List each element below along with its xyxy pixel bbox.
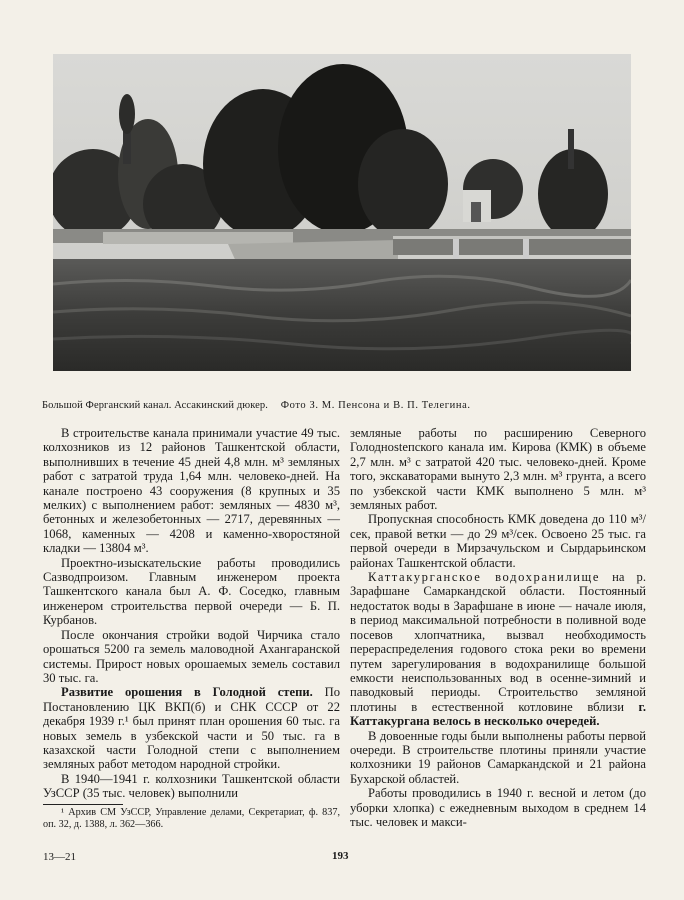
- paragraph-text: По Постановлению ЦК ВКП(б) и СНК СССР от 22 декабря 1939 г.¹ был принят план орошения 60 тыс. га новых земель в узбекской части и 50 тыс. га в казахской части Голодной степи с выполнением земляных работ методом народной стройки.: [43, 685, 340, 772]
- footnote: ¹ Архив СМ УзССР, Управление делами, Секретариат, ф. 837, оп. 32, д. 1388, л. 362—366.: [43, 806, 340, 830]
- caption-title: Большой Ферганский канал. Ассакинский дюкер.: [42, 400, 268, 411]
- paragraph: [350, 570, 646, 728]
- section-heading: Каттакурганское водохранилище: [368, 570, 601, 585]
- paragraph: В строительстве канала принимали участие 49 тыс. колхозников из 12 районов Ташкентской области, выполнивших в течение 45 дней 4,8 млн. м³ земляных работ с затратой труда 1,64 млн. человеко-дней. На канале построено 43 сооружения (8 крупных и 35 мелких) с выполнением работ: земляных — 4830 м³, бетонных и железобетонных — 2717, деревянных — 1068, каменных — 4208 и каменно-хворостяной кладки — 13804 м³.: [43, 426, 340, 556]
- caption-credit: Фото З. М. Пенсона и В. П. Телегина.: [280, 400, 471, 411]
- paragraph: После окончания стройки водой Чирчика стало орошаться 5200 га земель маловодной Ахангаранской системы. Прирост новых орошаемых земель составил 30 тыс. га.: [43, 627, 340, 685]
- section-heading: Развитие орошения в Голодной степи.: [61, 685, 313, 700]
- paragraph-text: на р. Зарафшане Самаркандской области. Постоянный недостаток воды в Зарафшане в июне — начале июля, в период максимальной потребности в поливной воде посевов хлопчатника, вызвал необходимость перераспределения годового стока реки во времени путем зарегулирования в водохранилище большой емкости неиспользованных вод в осенне-зимний и паводковый периоды. Строительство земляной плотины в естественной котловине вблизи: [350, 570, 647, 714]
- paragraph: земляные работы по расширению Северного Голоднostепского канала им. Кирова (КМК) в объеме 2,7 млн. м³ с затратой 420 тыс. человеко-дней. Кроме того, экскаваторами вынуто 2,3 млн. м³ грунта, а всего по узбекской части КМК выполнено 5 млн. м³ земляных работ.: [350, 426, 646, 513]
- paragraph: В 1940—1941 г. колхозники Ташкентской области УзССР (35 тыс. человек) выполнили: [43, 771, 340, 801]
- footnote-divider: [43, 804, 123, 805]
- canal-photo-illustration: [53, 54, 631, 371]
- left-column: [43, 426, 340, 831]
- right-column: [350, 426, 646, 829]
- paragraph-emphasis: г. Каттакургана велось в несколько очередей.: [350, 699, 646, 729]
- canal-photo: [53, 54, 631, 371]
- paragraph: Проектно-изыскательские работы проводились Сазводпроизом. Главным инженером проекта Ташкентского канала был А. Ф. Соседко, главным инженером строительства первой очереди — Б. П. Курбанов.: [43, 555, 340, 628]
- printer-signature: 13—21: [43, 851, 76, 863]
- photo-caption: [42, 400, 652, 411]
- page-number: 193: [332, 850, 349, 862]
- paragraph: Пропускная способность КМК доведена до 110 м³/сек, правой ветки — до 29 м³/сек. Освоено 25 тыс. га первой очереди в Мирзачульском и Сырдарьинском районах Ташкентской области.: [350, 512, 646, 570]
- paragraph: Работы проводились в 1940 г. весной и летом (до уборки хлопка) с ежедневным выходом в среднем 14 тыс. человек и макси-: [350, 786, 646, 829]
- paragraph: [43, 685, 340, 771]
- paragraph: В довоенные годы были выполнены работы первой очереди. В строительстве плотины приняли участие колхозники 19 районов Самаркандской и 21 района Бухарской областей.: [350, 728, 646, 786]
